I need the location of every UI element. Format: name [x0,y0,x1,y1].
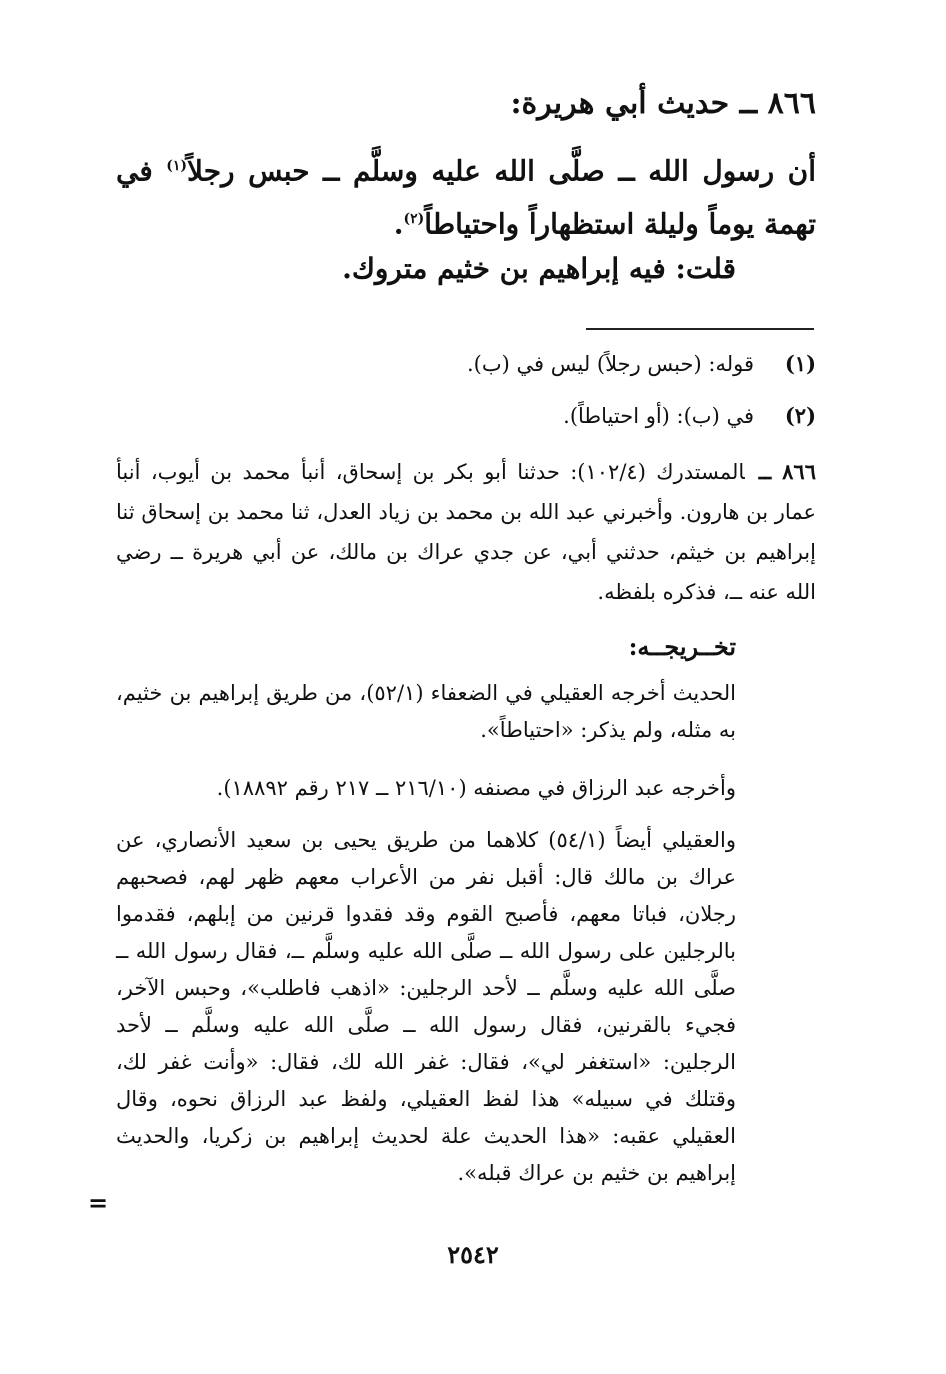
footnote-1-text: قوله: (حبس رجلاً) ليس في (ب). [466,352,754,376]
footnote-1-number: (١) [784,351,816,376]
author-comment [116,252,736,285]
continuation-mark: = [88,1188,109,1217]
hadith-text-part2: في تهمة يوماً وليلة استظهاراً واحتياطاً [116,154,816,241]
page-number: ٢٥٤٢ [447,1240,499,1269]
hadith-text-part1: أن رسول الله ــ صلَّى الله عليه وسلَّم ــ حبس رجلاً [187,154,816,188]
source-reference [116,452,816,612]
takhrij-paragraph-3: والعقيلي أيضاً (٥٤/١) كلاهما من طريق يحيى بن سعيد الأنصاري، عن عراك بن مالك قال: أقبل نفر من الأعراب معهم ظهر لهم، فصحبهم رجلان، فباتا معهم، فأصبح القوم وقد فقدوا قرنين من إبلهم، فقدموا بالرجلين على رسول الله ــ صلَّى الله عليه وسلَّم ــ، فقال رسول الله ــ صلَّى الله عليه وسلَّم ــ لأحد الرجلين: «اذهب فاطلب»، وحبس الآخر، فجيء بالقرنين، فقال رسول الله ــ صلَّى الله عليه وسلَّم ــ لأحد الرجلين: «استغفر لي»، فقال: غفر الله لك، فقال: «وأنت غفر لك، وقتلك في سبيله» هذا لفظ العقيلي، ولفظ عبد الرزاق نحوه، وقال العقيلي عقبه: «هذا الحديث علة لحديث إبراهيم بن زكريا، والحديث إبراهيم بن خثيم بن عراك قبله». [116,828,736,1185]
hadith-heading [116,86,816,121]
hadith-text-end: . [393,207,404,241]
hadith-text [116,142,816,249]
source-reference-number: ٨٦٦ ــ [758,459,816,484]
footnote-1 [116,349,816,379]
hadith-title: حديث أبي هريرة: [510,86,730,121]
footnote-2 [116,401,816,431]
footnote-2-number: (٢) [784,403,816,428]
takhrij-paragraph-2: وأخرجه عبد الرزاق في مصنفه (٢١٦/١٠ ــ ٢١٧ رقم ١٨٨٩٢). [216,776,736,800]
hadith-number: ٨٦٦ [767,86,816,121]
source-reference-text: المستدرك (١٠٢/٤): حدثنا أبو بكر بن إسحاق، أنبأ محمد بن أيوب، أنبأ عمار بن هارون. وأخبرني عبد الله بن محمد بن زياد العدل، ثنا محمد بن إسحاق ثنا إبراهيم بن خيثم، حدثني أبي، عن جدي عراك بن مالك، عن أبي هريرة ــ رضي الله عنه ــ، فذكره بلفظه. [116,460,816,604]
qult-label: قلت: [675,252,736,285]
heading-dash: ــ [729,86,768,121]
qult-text: فيه إبراهيم بن خثيم متروك. [342,252,666,285]
footnote-marker-1[interactable]: (١) [166,158,188,174]
takhrij-heading: تخــريجــه: [628,632,736,661]
footnote-separator [586,328,814,330]
footnote-marker-2[interactable]: (٢) [403,211,425,228]
footnote-2-text: في (ب): (أو احتياطاً). [563,404,754,428]
takhrij-paragraph-1: الحديث أخرجه العقيلي في الضعفاء (٥٢/١)، من طريق إبراهيم بن خثيم، به مثله، ولم يذكر: «احتياطاً». [116,681,737,742]
